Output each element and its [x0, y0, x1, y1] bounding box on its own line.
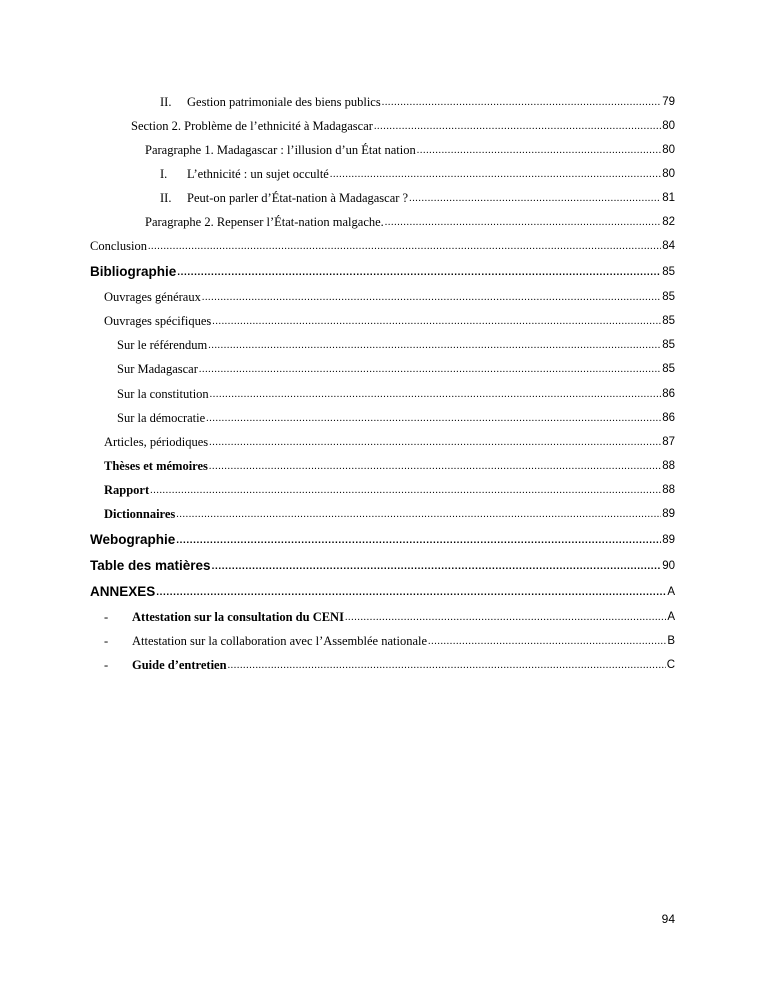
toc-page: 85: [662, 339, 675, 351]
toc-entry: [160, 160, 675, 182]
toc-leader: [199, 361, 661, 377]
toc-entry: [117, 355, 675, 377]
toc-leader: [156, 584, 666, 600]
toc-roman: I.: [160, 167, 168, 181]
toc-title: Sur Madagascar: [117, 362, 198, 376]
toc-page: A: [667, 611, 675, 623]
toc-leader: [212, 558, 662, 574]
toc-title: Guide d’entretien: [132, 658, 227, 672]
toc-title: Peut-on parler d’État-nation à Madagascar ?: [187, 191, 409, 205]
toc-leader: [150, 482, 661, 498]
toc-heading: [90, 526, 675, 548]
toc-page: B: [667, 635, 675, 647]
toc-leader: [382, 94, 661, 110]
toc-page: A: [667, 586, 675, 598]
toc-leader: [208, 337, 661, 353]
toc-roman: II.: [160, 191, 172, 205]
toc-entry: [117, 380, 675, 402]
toc-page: 79: [662, 96, 675, 108]
toc-entry: [160, 184, 675, 206]
toc-entry: [104, 428, 675, 450]
toc-dash: -: [104, 610, 109, 624]
toc-title: L’ethnicité : un sujet occulté: [187, 167, 329, 181]
toc-page: 80: [662, 168, 675, 180]
toc-title: Sur la démocratie: [117, 411, 206, 425]
toc-page: 88: [662, 460, 675, 472]
toc-heading: [90, 258, 675, 280]
toc-page: C: [666, 659, 675, 671]
toc-title: Paragraphe 2. Repenser l’État-nation malgache.: [145, 215, 384, 229]
toc-title: Bibliographie: [90, 264, 177, 279]
toc-title: ANNEXES: [90, 584, 156, 599]
toc-page: 89: [662, 508, 675, 520]
toc-leader: [385, 214, 661, 230]
toc-entry: [90, 232, 675, 254]
toc-roman: II.: [160, 95, 172, 109]
toc-leader: [409, 190, 661, 206]
toc-leader: [228, 657, 666, 673]
toc-page: 82: [662, 216, 675, 228]
toc-title: Sur la constitution: [117, 387, 209, 401]
toc-dash: -: [104, 658, 109, 672]
toc-page: 85: [662, 315, 675, 327]
toc-leader: [148, 238, 661, 254]
toc-page: 85: [662, 363, 675, 375]
toc-leader: [212, 313, 661, 329]
toc-entry: [117, 404, 675, 426]
toc-page: 85: [662, 266, 675, 278]
toc-title: Table des matières: [90, 558, 211, 573]
toc-page: 86: [662, 412, 675, 424]
toc-entry: [104, 500, 675, 522]
toc-title: Rapport: [104, 483, 150, 497]
toc-entry: [145, 208, 675, 230]
toc-title: Dictionnaires: [104, 507, 176, 521]
toc-title: Ouvrages généraux: [104, 290, 201, 304]
toc-title: Conclusion: [90, 239, 147, 253]
toc-entry: [131, 112, 675, 134]
toc-title: Gestion patrimoniale des biens publics: [187, 95, 381, 109]
toc-leader: [177, 264, 661, 280]
toc-leader: [209, 458, 661, 474]
toc-leader: [209, 434, 661, 450]
toc-title: Attestation sur la collaboration avec l’Assemblée nationale: [132, 634, 428, 648]
toc-entry: [104, 651, 675, 673]
toc-leader: [330, 166, 661, 182]
toc-page: 86: [662, 388, 675, 400]
toc-page: 84: [662, 240, 675, 252]
toc-entry: [145, 136, 675, 158]
toc-page: 88: [662, 484, 675, 496]
toc-title: Paragraphe 1. Madagascar : l’illusion d’un État nation: [145, 143, 416, 157]
toc-title: Ouvrages spécifiques: [104, 314, 212, 328]
toc-leader: [176, 532, 661, 548]
toc-entry: [117, 331, 675, 353]
toc-entry: [104, 307, 675, 329]
toc-page: 80: [662, 144, 675, 156]
toc-heading: [90, 578, 675, 600]
toc-title: Webographie: [90, 532, 176, 547]
toc-heading: [90, 552, 675, 574]
page-number: 94: [661, 912, 675, 926]
toc-page: 87: [662, 436, 675, 448]
toc-leader: [202, 289, 661, 305]
toc-leader: [206, 410, 661, 426]
toc-page: 85: [662, 291, 675, 303]
toc-page: 89: [662, 534, 675, 546]
toc-title: Attestation sur la consultation du CENI: [132, 610, 344, 624]
toc-leader: [374, 118, 661, 134]
toc-title: Sur le référendum: [117, 338, 208, 352]
toc-entry: [104, 283, 675, 305]
toc-leader: [210, 386, 662, 402]
toc-leader: [417, 142, 661, 158]
toc-entry: [160, 88, 675, 110]
toc-dash: -: [104, 634, 109, 648]
toc-page: 80: [662, 120, 675, 132]
toc-title: Articles, périodiques: [104, 435, 209, 449]
toc-entry: [104, 476, 675, 498]
toc-leader: [428, 633, 666, 649]
toc-title: Section 2. Problème de l’ethnicité à Madagascar: [131, 119, 373, 133]
toc-leader: [345, 609, 666, 625]
toc-page: 81: [662, 192, 675, 204]
toc-entry: [104, 627, 675, 649]
toc-leader: [176, 506, 661, 522]
toc-page: 90: [662, 560, 675, 572]
toc-entry: [104, 452, 675, 474]
toc-title: Thèses et mémoires: [104, 459, 208, 473]
toc-entry: [104, 603, 675, 625]
